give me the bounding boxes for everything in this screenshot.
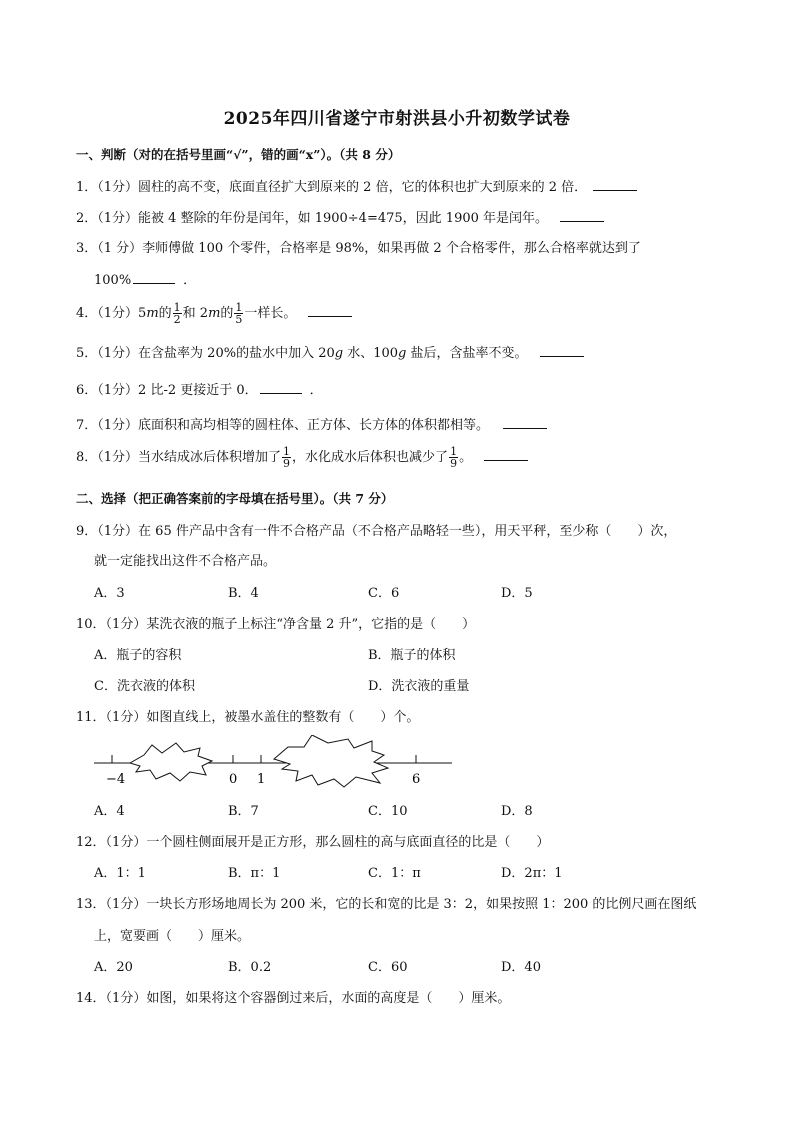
option-c: C．洗衣液的体积: [94, 679, 195, 694]
question-6-end: ．: [309, 383, 323, 398]
option-a: A．瓶子的容积: [94, 648, 182, 663]
question-3-text: 3．（1 分）李师傅做 100 个零件，合格率是 98%，如果再做 2 个合格零件，那么合格率就达到了: [76, 241, 641, 256]
number-label: 0: [229, 772, 238, 787]
number-label: 1: [257, 772, 266, 787]
option-a: A．1：1: [94, 866, 146, 881]
answer-blank: [503, 416, 547, 429]
fraction-numerator: 1: [450, 445, 458, 458]
question-2: [76, 207, 604, 226]
question-8-text: 8．（1分）当水结成冰后体积增加了: [76, 450, 282, 465]
question-7-text: 7．（1分）底面积和高均相等的圆柱体、正方体、长方体的体积都相等。: [76, 418, 490, 433]
question-3-continued: [94, 269, 196, 288]
question-10: 10．（1分）某洗衣液的瓶子上标注“净含量 2 升”，它指的是（ ）: [76, 617, 476, 632]
question-3-text-2: 100%: [94, 273, 132, 288]
fraction: [173, 302, 182, 325]
question-7: [76, 414, 547, 433]
number-line-diagram: [90, 735, 460, 795]
option-b: B．0.2: [228, 960, 272, 975]
question-4: [76, 302, 352, 325]
fraction: [234, 302, 243, 325]
question-11: 11．（1分）如图直线上，被墨水盖住的整数有（ ）个。: [76, 710, 420, 725]
option-b: B．瓶子的体积: [368, 648, 456, 663]
question-5-text: 盐后，含盐率不变。: [406, 346, 528, 361]
option-d: D．洗衣液的重量: [368, 679, 470, 694]
question-14: 14．（1分）如图，如果将这个容器倒过来后，水面的高度是（ ）厘米。: [76, 991, 511, 1006]
question-4-text: 一样长。: [244, 306, 297, 321]
question-3-end: ．: [183, 273, 197, 288]
option-c: C．10: [368, 804, 408, 819]
option-a: A．4: [94, 804, 125, 819]
option-b: B．4: [228, 586, 259, 601]
option-d: D．5: [501, 586, 533, 601]
question-9: 9．（1分）在 65 件产品中含有一件不合格产品（不合格产品略轻一些），用天平秤，至少称（ ）次，: [76, 524, 677, 539]
option-d: D．8: [501, 804, 533, 819]
exam-title: 2025年四川省遂宁市射洪县小升初数学试卷: [223, 109, 571, 129]
unit-g: g: [334, 346, 344, 361]
answer-blank: [484, 448, 528, 461]
question-1: [76, 176, 637, 195]
option-c: C．60: [368, 960, 408, 975]
ink-blot-right: [274, 735, 388, 787]
option-d: D．2π：1: [501, 866, 563, 881]
answer-blank: [540, 344, 584, 357]
number-label: 6: [412, 772, 421, 787]
answer-blank: [133, 271, 175, 284]
question-13: 13．（1分）一块长方形场地周长为 200 米，它的长和宽的比是 3：2，如果按照 1：200 的比例尺画在图纸: [76, 897, 697, 912]
answer-blank: [308, 304, 352, 317]
fraction: [282, 446, 291, 469]
question-8: [76, 446, 528, 469]
question-4-text: 和 2: [182, 306, 209, 321]
section-2-heading: 二、选择（把正确答案前的字母填在括号里）。（共 7 分）: [76, 491, 394, 506]
fraction-denominator: 5: [235, 313, 243, 326]
option-b: B．7: [228, 804, 259, 819]
option-b: B．π：1: [228, 866, 281, 881]
section-1-heading: 一、判断（对的在括号里画“√”，错的画“x”）。（共 8 分）: [76, 147, 401, 162]
question-12: 12．（1分）一个圆柱侧面展开是正方形，那么圆柱的高与底面直径的比是（ ）: [76, 835, 550, 850]
fraction-numerator: 1: [235, 301, 243, 314]
option-d: D．40: [501, 960, 541, 975]
question-2-text: 2．（1分）能被 4 整除的年份是闰年，如 1900÷4=475，因此 1900 年是闰年。: [76, 211, 549, 226]
question-1-text: 1．（1分）圆柱的高不变，底面直径扩大到原来的 2 倍，它的体积也扩大到原来的 2 倍．: [76, 180, 588, 195]
fraction: [449, 446, 458, 469]
fraction-denominator: 2: [173, 313, 181, 326]
question-9-continued: 就一定能找出这件不合格产品。: [94, 554, 277, 569]
fraction-denominator: 9: [450, 457, 458, 470]
question-5: [76, 342, 584, 361]
unit-m: m: [146, 306, 159, 321]
question-4-text: 的: [158, 306, 172, 321]
answer-blank: [593, 178, 637, 191]
question-6-text: 6．（1分）2 比-2 更接近于 0．: [76, 383, 258, 398]
fraction-numerator: 1: [283, 445, 291, 458]
question-13-continued: 上，宽要画（ ）厘米。: [94, 929, 251, 944]
fraction-numerator: 1: [173, 301, 181, 314]
answer-blank: [260, 381, 302, 394]
question-5-text: 5．（1分）在含盐率为 20%的盐水中加入 20: [76, 346, 335, 361]
number-label: −4: [106, 772, 126, 787]
fraction-denominator: 9: [283, 457, 291, 470]
option-a: A．3: [94, 586, 125, 601]
unit-g: g: [398, 346, 407, 361]
question-4-text: 的: [220, 306, 234, 321]
question-3: [76, 237, 641, 256]
question-6: [76, 379, 323, 398]
unit-m: m: [208, 306, 221, 321]
ink-blot-left: [130, 743, 212, 781]
question-5-text: 水、100: [343, 346, 399, 361]
option-c: C．6: [368, 586, 400, 601]
question-8-text: ，水化成水后体积也减少了: [292, 450, 449, 465]
answer-blank: [560, 209, 604, 222]
question-8-text: 。: [459, 450, 473, 465]
option-a: A．20: [94, 960, 133, 975]
question-4-text: 4．（1分）5: [76, 306, 147, 321]
option-c: C．1：π: [368, 866, 421, 881]
